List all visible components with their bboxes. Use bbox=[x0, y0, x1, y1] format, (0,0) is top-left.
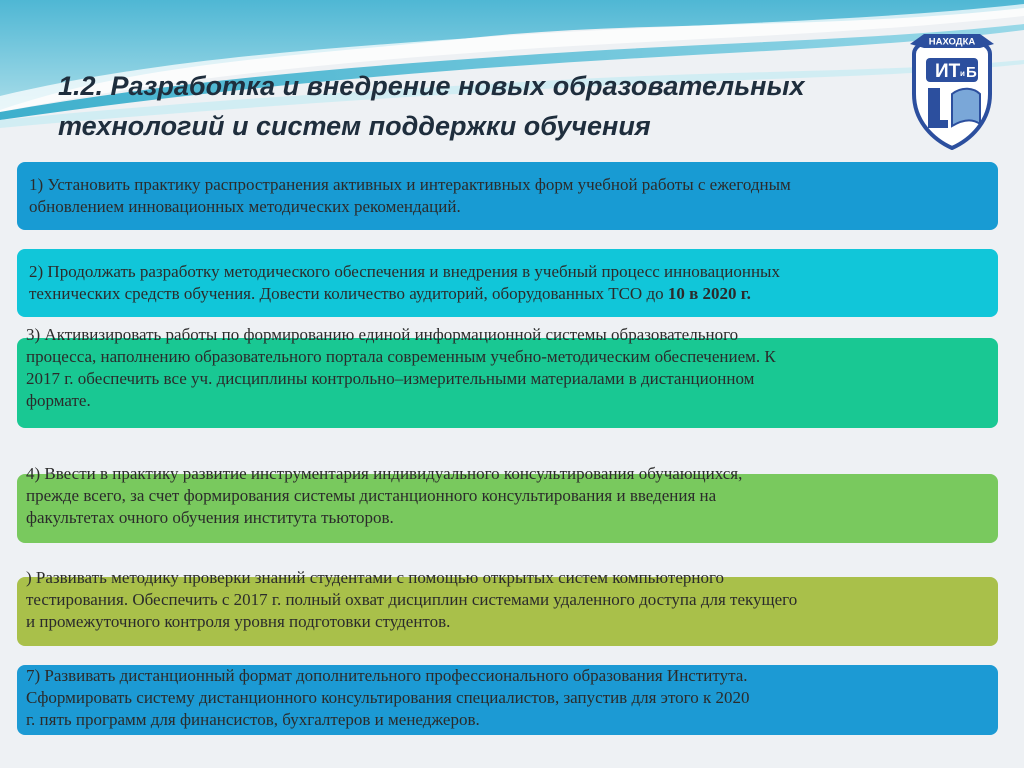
item-text-line: прежде всего, за счет формирования системы дистанционного консультирования и введения на bbox=[26, 486, 717, 505]
item-text-line: тестирования. Обеспечить с 2017 г. полный охват дисциплин системами удаленного доступа для текущего bbox=[26, 590, 798, 609]
list-item bbox=[17, 162, 998, 230]
item-text-line-with-emphasis bbox=[29, 283, 986, 305]
item-text-line: г. пять программ для финансистов, бухгалтеров и менеджеров. bbox=[26, 710, 480, 729]
item-text-line: процесса, наполнению образовательного портала современным учебно-методическим обеспечением. К bbox=[26, 347, 776, 366]
item-text-line: формате. bbox=[26, 391, 91, 410]
list-item bbox=[26, 463, 742, 529]
list-item bbox=[26, 567, 797, 633]
logo-mark-left: ИТ bbox=[935, 61, 961, 82]
slide-title bbox=[58, 66, 908, 146]
logo-mark-right: Б bbox=[966, 64, 977, 81]
institute-logo bbox=[904, 24, 1000, 150]
item-text-line: и промежуточного контроля уровня подготовки студентов. bbox=[26, 612, 451, 631]
item-text-line: ) Развивать методику проверки знаний студентами с помощью открытых систем компьютерного bbox=[26, 568, 725, 587]
list-item bbox=[26, 665, 749, 731]
slide-title-line-1: 1.2. Разработка и внедрение новых образовательных bbox=[58, 71, 805, 101]
item-text-line: 4) Ввести в практику развитие инструментария индивидуального консультирования обучающихся, bbox=[26, 464, 743, 483]
slide-title-line-2: технологий и систем поддержки обучения bbox=[58, 111, 651, 141]
logo-mark-small: и bbox=[960, 69, 965, 78]
item-text-line: 3) Активизировать работы по формированию единой информационной системы образовательного bbox=[26, 325, 739, 344]
item-text-line: факультетах очного обучения института тьюторов. bbox=[26, 508, 394, 527]
item-text-line: 2) Продолжать разработку методического обеспечения и внедрения в учебный процесс инновационных bbox=[29, 262, 780, 281]
logo-city-text: НАХОДКА bbox=[928, 36, 976, 48]
item-text-line: 1) Установить практику распространения активных и интерактивных форм учебной работы с ежегодным bbox=[29, 175, 791, 194]
item-text-line: 2017 г. обеспечить все уч. дисциплины контрольно–измерительными материалами в дистанционном bbox=[26, 369, 755, 388]
item-text-line: Сформировать систему дистанционного консультирования специалистов, запустив для этого к 2020 bbox=[26, 688, 750, 707]
item-text-line: 7) Развивать дистанционный формат дополнительного профессионального образования Института. bbox=[26, 666, 748, 685]
item-text-line: обновлением инновационных методических рекомендаций. bbox=[29, 197, 461, 216]
list-item bbox=[17, 249, 998, 317]
item-emphasis: 10 в 2020 г. bbox=[667, 284, 751, 303]
item-text-line: технических средств обучения. Довести количество аудиторий, оборудованных ТСО до bbox=[29, 284, 668, 303]
list-item bbox=[26, 324, 776, 412]
